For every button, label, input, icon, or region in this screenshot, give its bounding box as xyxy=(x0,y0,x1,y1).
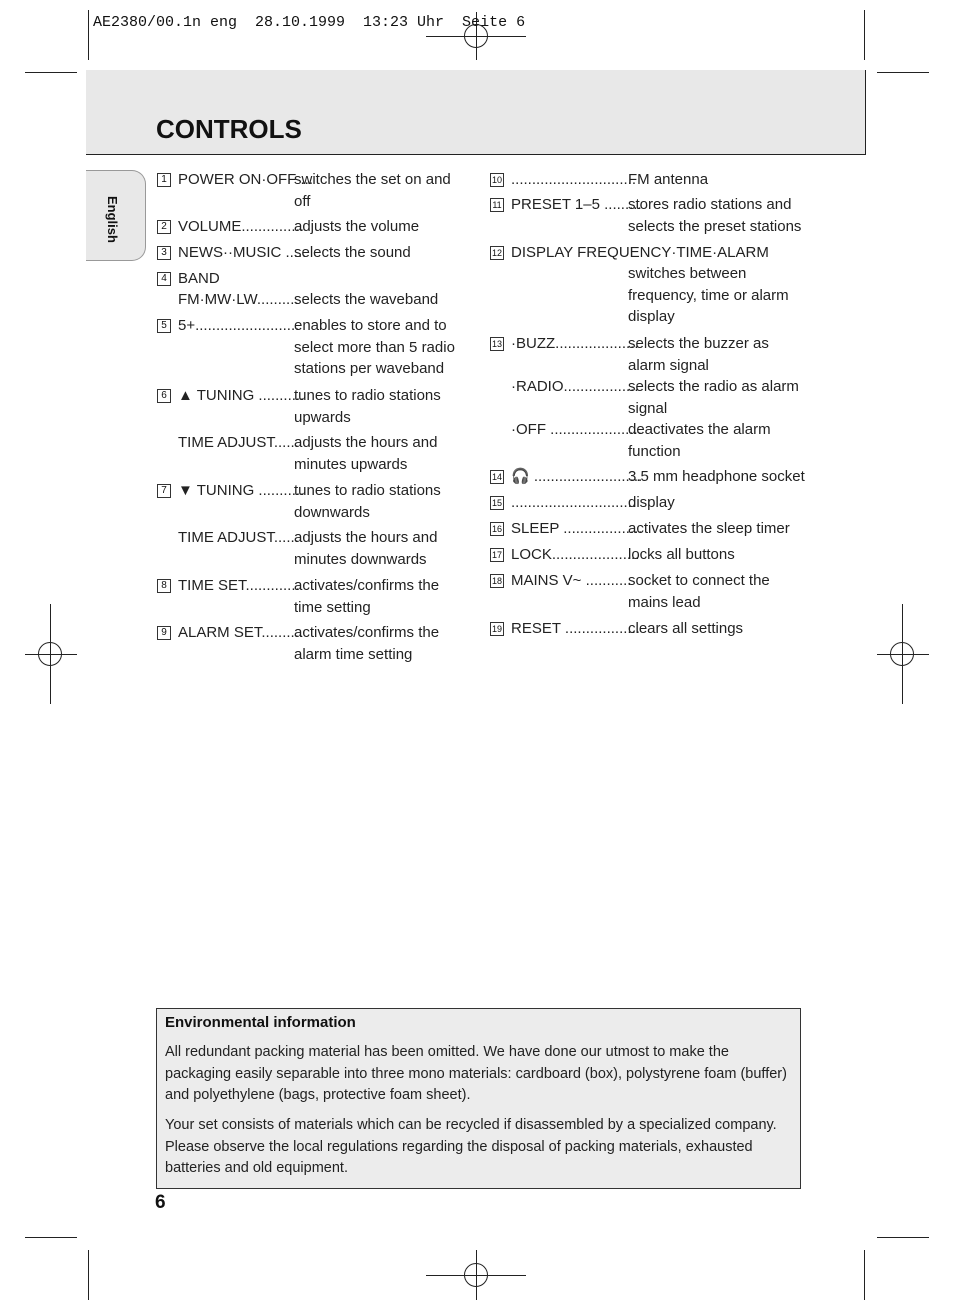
control-description: switches the set on and xyxy=(294,171,451,188)
control-label: ·BUZZ.................... xyxy=(511,335,639,352)
page-number: 6 xyxy=(155,1192,166,1213)
control-description: time setting xyxy=(294,598,371,616)
control-description: select more than 5 radio xyxy=(294,338,455,356)
control-label: ·OFF ...................... xyxy=(511,421,642,438)
control-description: stores radio stations and xyxy=(628,196,792,213)
page-title: CONTROLS xyxy=(156,114,302,144)
control-description: stations per waveband xyxy=(294,360,445,377)
control-description: selects the radio as alarm xyxy=(628,378,799,395)
control-description: adjusts the hours and xyxy=(294,434,438,451)
control-description: minutes downwards xyxy=(294,550,427,568)
control-description: switches between xyxy=(628,265,747,282)
control-description: 3.5 mm headphone socket xyxy=(628,468,805,485)
control-label: TIME ADJUST...... xyxy=(178,434,299,451)
item-number-box: 19 xyxy=(491,624,502,634)
item-number-box: 13 xyxy=(491,339,502,349)
control-label: NEWS··MUSIC ..... xyxy=(178,244,307,261)
item-number-box: 11 xyxy=(490,198,504,212)
control-description: upwards xyxy=(294,408,351,426)
item-number-box: 18 xyxy=(491,576,502,586)
control-description: selects the waveband xyxy=(294,291,439,308)
control-description: display xyxy=(628,308,675,325)
control-label: ▲ TUNING ........... xyxy=(178,387,305,404)
item-number-box: 2 xyxy=(157,220,171,234)
language-label: English xyxy=(105,196,120,243)
control-description: display xyxy=(628,494,675,511)
control-label: LOCK..................... xyxy=(511,546,640,563)
control-description: locks all buttons xyxy=(628,546,735,563)
control-description: selects the preset stations xyxy=(628,217,802,235)
control-description: alarm time setting xyxy=(294,645,413,663)
control-label: FM·MW·LW.......... xyxy=(178,291,299,308)
control-label: POWER ON·OFF ... xyxy=(178,171,313,188)
control-description: downwards xyxy=(294,503,370,521)
item-number-box: 10 xyxy=(491,175,502,185)
control-label: 5+......................... xyxy=(178,317,300,334)
item-number-box: 9 xyxy=(157,626,171,640)
control-description: mains lead xyxy=(628,593,701,611)
environment-title: Environmental information xyxy=(165,1014,356,1031)
control-description: adjusts the volume xyxy=(294,218,420,235)
control-label: SLEEP ................... xyxy=(511,520,643,537)
control-description: socket to connect the xyxy=(628,572,770,589)
item-number-box: 12 xyxy=(491,248,502,258)
item-number-box: 4 xyxy=(157,272,171,286)
control-description: enables to store and to xyxy=(294,317,447,334)
item-number-box: 3 xyxy=(157,246,171,260)
control-label: RESET .................. xyxy=(511,620,640,637)
control-description: minutes upwards xyxy=(294,455,408,473)
environment-paragraph: Your set consists of materials which can be recycled if disassembled by a specialized company. Please observe the local regulations regarding the disposal of packing materials, exhausted batteries and old equipment. xyxy=(165,1117,777,1176)
item-number-box: 15 xyxy=(491,498,502,508)
item-number-box: 7 xyxy=(157,484,171,498)
control-label: MAINS V~ ........... xyxy=(511,572,632,589)
control-label: .............................. xyxy=(511,171,637,188)
control-description: frequency, time or alarm xyxy=(628,286,789,304)
item-number-box: 16 xyxy=(491,524,502,534)
control-description: signal xyxy=(628,399,668,417)
item-number-box: 8 xyxy=(157,579,171,593)
print-header: AE2380/00.1n eng 28.10.1999 13:23 Uhr Seite 6 xyxy=(93,14,526,31)
environment-paragraph: All redundant packing material has been omitted. We have done our utmost to make the packaging easily separable into three mono materials: cardboard (box), polystyrene foam (buffer) and polyethylene (bags, protective foam sheet). xyxy=(165,1044,787,1103)
control-label: PRESET 1–5 ......... xyxy=(511,196,642,213)
control-description: function xyxy=(628,442,681,460)
item-number-box: 14 xyxy=(491,472,502,482)
control-label: TIME ADJUST...... xyxy=(178,529,299,546)
control-label: DISPLAY FREQUENCY·TIME·ALARM xyxy=(511,244,769,261)
control-label: ·RADIO.................. xyxy=(511,378,639,395)
control-label: TIME SET............. xyxy=(178,577,300,594)
control-description: activates the sleep timer xyxy=(628,520,790,537)
control-label: .............................. xyxy=(511,494,637,511)
control-label: ▼ TUNING ........... xyxy=(178,482,305,499)
control-label: VOLUME............... xyxy=(178,218,304,235)
control-description: tunes to radio stations xyxy=(294,387,441,404)
control-description: adjusts the hours and xyxy=(294,529,438,546)
control-description: activates/confirms the xyxy=(294,624,440,641)
control-description: tunes to radio stations xyxy=(294,482,441,499)
control-description: selects the sound xyxy=(294,244,411,261)
item-number-box: 5 xyxy=(157,319,171,333)
control-label: ALARM SET.......... xyxy=(178,624,304,641)
control-description: off xyxy=(294,192,311,210)
control-description: selects the buzzer as xyxy=(628,335,769,352)
item-number-box: 6 xyxy=(157,389,171,403)
control-description: activates/confirms the xyxy=(294,577,440,594)
control-description: FM antenna xyxy=(628,171,709,188)
control-label: 🎧 .......................... xyxy=(511,468,643,485)
control-label: BAND xyxy=(178,270,220,287)
item-number-box: 1 xyxy=(157,173,171,187)
item-number-box: 17 xyxy=(491,550,502,560)
control-description: alarm signal xyxy=(628,356,709,374)
control-description: clears all settings xyxy=(628,620,744,637)
control-description: deactivates the alarm xyxy=(628,421,771,438)
